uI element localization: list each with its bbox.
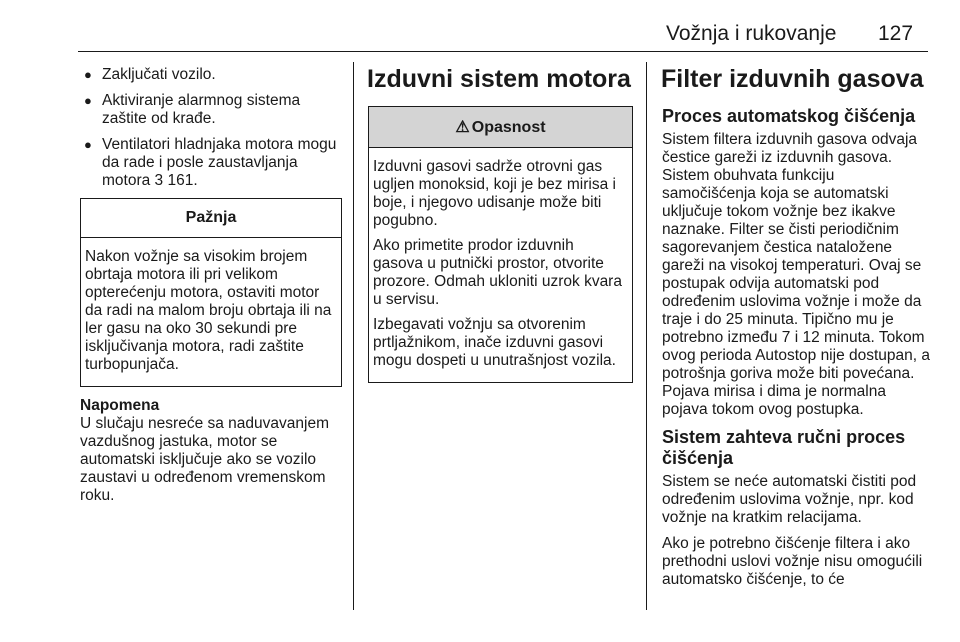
caution-box	[80, 198, 342, 387]
manual-cleaning-paragraph: Sistem se neće automatski čistiti pod određenim uslovima vožnje, npr. kod vožnje na kratkim relacijama.	[662, 473, 917, 526]
list-item	[80, 92, 342, 128]
danger-header	[369, 107, 632, 148]
column-1	[80, 60, 342, 505]
danger-box	[368, 106, 633, 383]
column-3	[662, 60, 930, 597]
column-2	[368, 60, 633, 383]
subsection-title-manual-cleaning: Sistem zahteva ručni proces čišćenja	[662, 427, 906, 468]
note-title: Napomena	[80, 397, 160, 414]
list-item-text: Zaključati vozilo.	[102, 66, 216, 83]
danger-paragraph: Izbegavati vožnju sa otvorenim prtljažnikom, inače izduvni gasovi mogu dospeti u unutrašnjost vozila.	[373, 316, 616, 369]
manual-cleaning-paragraph: Ako je potrebno čišćenje filtera i ako prethodni uslovi vožnje nisu omogućili automatsko čišćenje, to će	[662, 535, 923, 588]
list-item-text: Ventilatori hladnjaka motora mogu da rade i posle zaustavljanja motora 3 161.	[102, 136, 337, 189]
header-title: Vožnja i rukovanje	[666, 22, 837, 45]
danger-title: Opasnost	[471, 119, 546, 136]
page-header	[0, 0, 960, 60]
list-item	[80, 136, 342, 190]
list-item	[80, 66, 342, 84]
warning-triangle-icon: ⚠	[455, 119, 470, 136]
caution-text: Nakon vožnje sa visokim brojem obrtaja motora ili pri velikom opterećenju motora, ostaviti motor da radi na malom broju obrtaja ili na ler gasu na oko 30 sekundi pre isključivanja motora, radi zaštite turbopunjača.	[85, 248, 332, 373]
bullet-icon: ●	[84, 93, 92, 108]
section-heading-exhaust: Izduvni sistem motora	[367, 65, 631, 93]
section-heading-filter: Filter izduvnih gasova	[661, 65, 924, 93]
caution-body	[81, 238, 341, 386]
bullet-icon: ●	[84, 137, 92, 152]
column-divider-2	[646, 62, 647, 610]
column-divider-1	[353, 62, 354, 610]
subsection-title-auto-cleaning: Proces automatskog čišćenja	[662, 106, 916, 126]
danger-body	[369, 148, 632, 382]
caution-title: Pažnja	[81, 199, 341, 238]
auto-cleaning-text: Sistem filtera izduvnih gasova odvaja čestice gareži iz izduvnih gasova. Sistem obuhvata funkciju samočišćenja koja se automatski uključuje tokom vožnje bez ikakve naznake. Filter se čisti periodičnim sagorevanjem čestica nataložene gareži na visokoj temperaturi. Ovaj se postupak odvija automatski pod određenim uslovima vožnje i može da traje i do 25 minuta. Tipično mu je potrebno između 7 i 12 minuta. Tokom ovog perioda Autostop nije dostupan, a potrošnja goriva može biti povećana. Pojava mirisa i dima je normalna pojava tokom ovog postupka.	[662, 131, 931, 418]
note-text: U slučaju nesreće sa naduvavanjem vazdušnog jastuka, motor se automatski isključuje ako se vozilo zaustavi u određenom vremenskom roku.	[80, 415, 329, 504]
bullet-list	[80, 66, 342, 190]
bullet-icon: ●	[84, 67, 92, 82]
danger-paragraph: Izduvni gasovi sadrže otrovni gas ugljen monoksid, koji je bez mirisa i boje, i njegovo udisanje može biti pogubno.	[373, 158, 616, 229]
list-item-text: Aktiviranje alarmnog sistema zaštite od krađe.	[102, 92, 301, 127]
header-divider	[78, 51, 928, 52]
danger-paragraph: Ako primetite prodor izduvnih gasova u putnički prostor, otvorite prozore. Odmah ukloniti uzrok kvara u servisu.	[373, 237, 622, 308]
page-number: 127	[878, 22, 914, 45]
